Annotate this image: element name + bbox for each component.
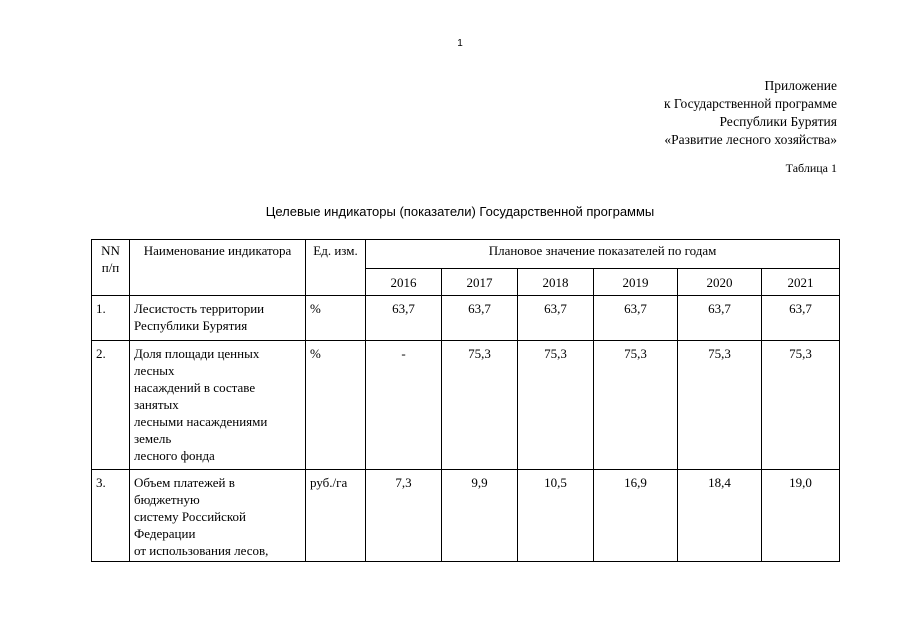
value-cell: 63,7 <box>594 296 678 341</box>
indicator-name-line: Федерации <box>134 526 196 541</box>
indicators-table <box>91 239 840 562</box>
unit-cell: % <box>306 341 366 470</box>
value-cell: 63,7 <box>762 296 840 341</box>
value-cell: 63,7 <box>442 296 518 341</box>
header-unit: Ед. изм. <box>306 240 366 296</box>
indicator-name-line: систему Российской <box>134 509 246 524</box>
indicator-name-line: лесного фонда <box>134 448 215 463</box>
indicator-name <box>130 341 306 470</box>
appendix-block <box>664 77 837 149</box>
year-header: 2020 <box>678 269 762 296</box>
year-header: 2017 <box>442 269 518 296</box>
indicator-name-line: земель <box>134 431 172 446</box>
value-cell: 63,7 <box>366 296 442 341</box>
value-cell: - <box>366 341 442 470</box>
table-header-row <box>92 240 840 269</box>
value-cell: 63,7 <box>678 296 762 341</box>
header-planned: Плановое значение показателей по годам <box>366 240 840 269</box>
table-row <box>92 341 840 470</box>
page-number: 1 <box>457 38 463 49</box>
table-row <box>92 470 840 562</box>
appendix-line: Республики Бурятия <box>719 114 837 129</box>
indicator-name <box>130 296 306 341</box>
table-label: Таблица 1 <box>785 161 837 175</box>
value-cell: 75,3 <box>762 341 840 470</box>
value-cell: 19,0 <box>762 470 840 562</box>
indicator-name-line: занятых <box>134 397 179 412</box>
value-cell: 75,3 <box>442 341 518 470</box>
indicator-name-line: Республики Бурятия <box>134 318 248 333</box>
value-cell: 75,3 <box>518 341 594 470</box>
indicator-name-line: лесными насаждениями <box>134 414 268 429</box>
indicator-name <box>130 470 306 562</box>
header-nn: NN п/п <box>92 240 130 296</box>
header-name: Наименование индикатора <box>130 240 306 296</box>
unit-cell: % <box>306 296 366 341</box>
table-row <box>92 296 840 341</box>
row-number: 1. <box>92 296 130 341</box>
indicator-name-line: насаждений в составе <box>134 380 256 395</box>
value-cell: 7,3 <box>366 470 442 562</box>
indicator-name-line: Лесистость территории <box>134 301 265 316</box>
unit-cell: руб./га <box>306 470 366 562</box>
year-header: 2016 <box>366 269 442 296</box>
indicator-name-line: лесных <box>134 363 175 378</box>
year-header: 2021 <box>762 269 840 296</box>
value-cell: 9,9 <box>442 470 518 562</box>
appendix-line: «Развитие лесного хозяйства» <box>664 132 837 147</box>
indicator-name-line: от использования лесов, <box>134 543 269 558</box>
value-cell: 16,9 <box>594 470 678 562</box>
indicator-name-line: Объем платежей в <box>134 475 235 490</box>
year-header: 2019 <box>594 269 678 296</box>
appendix-line: к Государственной программе <box>663 96 837 111</box>
year-header: 2018 <box>518 269 594 296</box>
value-cell: 75,3 <box>594 341 678 470</box>
value-cell: 18,4 <box>678 470 762 562</box>
row-number: 3. <box>92 470 130 562</box>
value-cell: 75,3 <box>678 341 762 470</box>
indicator-name-line: бюджетную <box>134 492 200 507</box>
row-number: 2. <box>92 341 130 470</box>
value-cell: 10,5 <box>518 470 594 562</box>
document-title: Целевые индикаторы (показатели) Государственной программы <box>265 204 655 219</box>
appendix-line: Приложение <box>764 78 837 93</box>
value-cell: 63,7 <box>518 296 594 341</box>
indicator-name-line: Доля площади ценных <box>134 346 260 361</box>
